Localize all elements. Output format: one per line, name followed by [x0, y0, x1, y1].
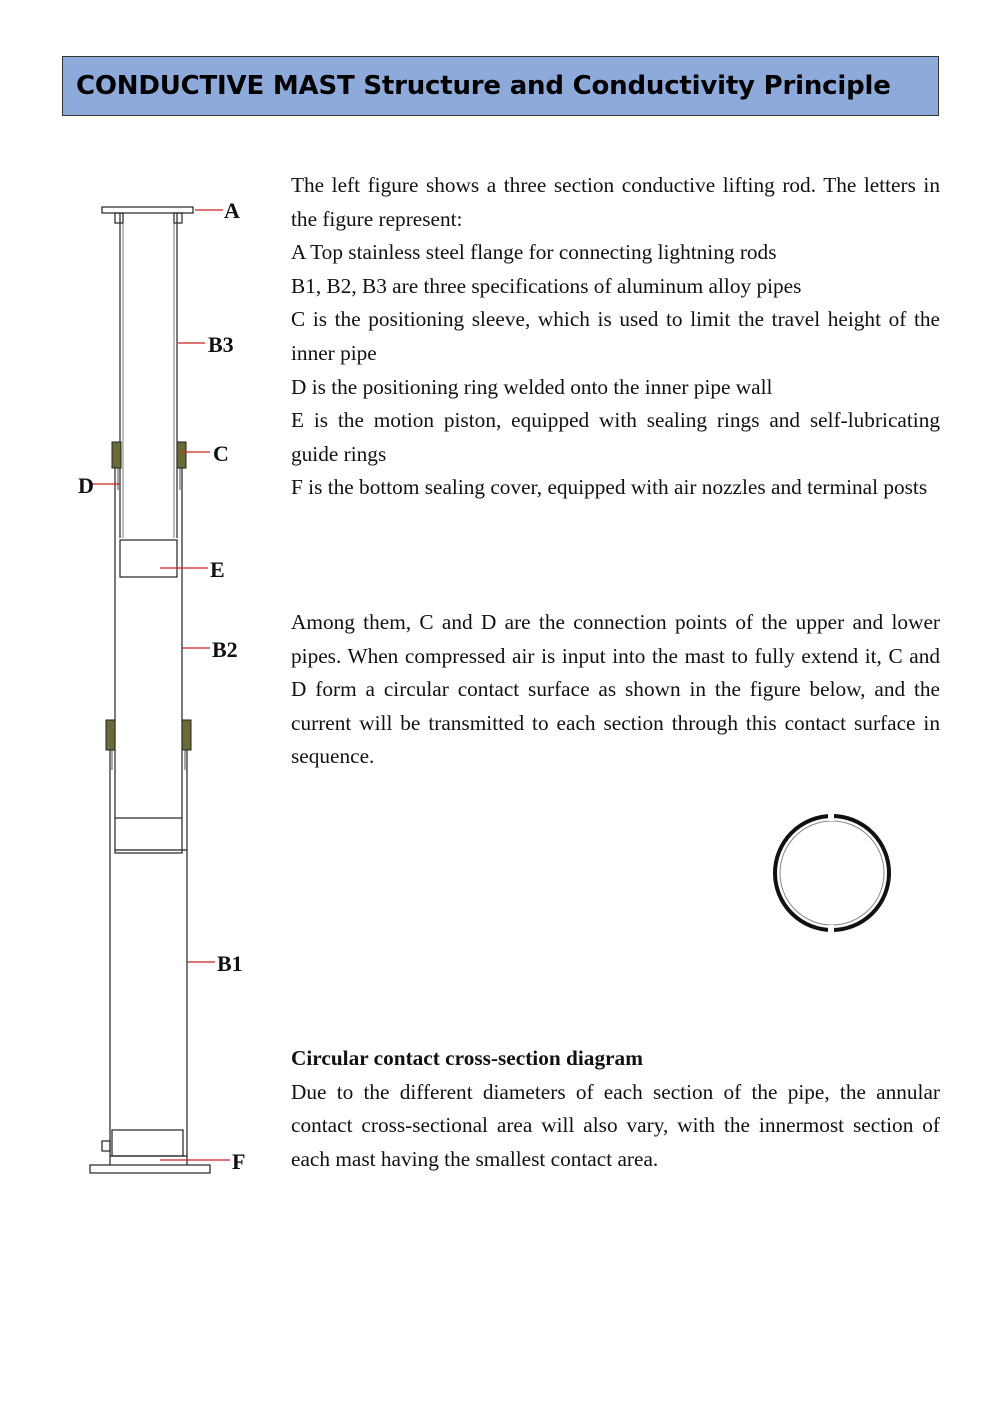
caption-block [291, 1042, 940, 1176]
piston-e [120, 540, 177, 577]
sleeve-c-left [112, 442, 121, 468]
label-e: E [210, 557, 225, 582]
contact-ring-diagram [768, 808, 898, 938]
intro-line: E is the motion piston, equipped with sealing rings and self-lubricating guide rings [291, 408, 940, 466]
principle-text [291, 606, 940, 774]
top-flange [102, 207, 193, 213]
intro-line: C is the positioning sleeve, which is used to limit the travel height of the inner pipe [291, 307, 940, 365]
label-b1: B1 [217, 951, 243, 976]
label-c: C [213, 441, 229, 466]
label-b2: B2 [212, 637, 238, 662]
intro-line: The left figure shows a three section conductive lifting rod. The letters in the figure represent: [291, 173, 940, 231]
base-plate [90, 1165, 210, 1173]
piston-lower [115, 818, 182, 853]
title-bar [62, 56, 939, 116]
caption-title: Circular contact cross-section diagram [291, 1046, 643, 1070]
page-title: CONDUCTIVE MAST Structure and Conductivity Principle [76, 71, 891, 101]
sleeve-lower-left [106, 720, 115, 750]
intro-line: D is the positioning ring welded onto the inner pipe wall [291, 374, 773, 399]
label-f: F [232, 1149, 246, 1174]
sleeve-lower-right [182, 720, 191, 750]
label-d: D [78, 473, 94, 498]
intro-text [291, 169, 940, 505]
sleeve-c-right [177, 442, 186, 468]
bottom-cover [112, 1130, 183, 1156]
principle-paragraph: Among them, C and D are the connection points of the upper and lower pipes. When compressed air is input into the mast to fully extend it, C and D form a circular contact surface as shown in the figure below, and the current will be transmitted to each section through this contact surface in sequence. [291, 610, 940, 769]
label-a: A [224, 198, 240, 223]
mast-diagram [60, 190, 280, 1190]
intro-line: A Top stainless steel flange for connecting lightning rods [291, 240, 777, 265]
caption-text: Due to the different diameters of each section of the pipe, the annular contact cross-sectional area will also vary, with the innermost section of each mast having the smallest contact area. [291, 1079, 940, 1171]
intro-line: F is the bottom sealing cover, equipped with air nozzles and terminal posts [291, 475, 928, 500]
label-b3: B3 [208, 332, 234, 357]
intro-line: B1, B2, B3 are three specifications of aluminum alloy pipes [291, 273, 802, 298]
